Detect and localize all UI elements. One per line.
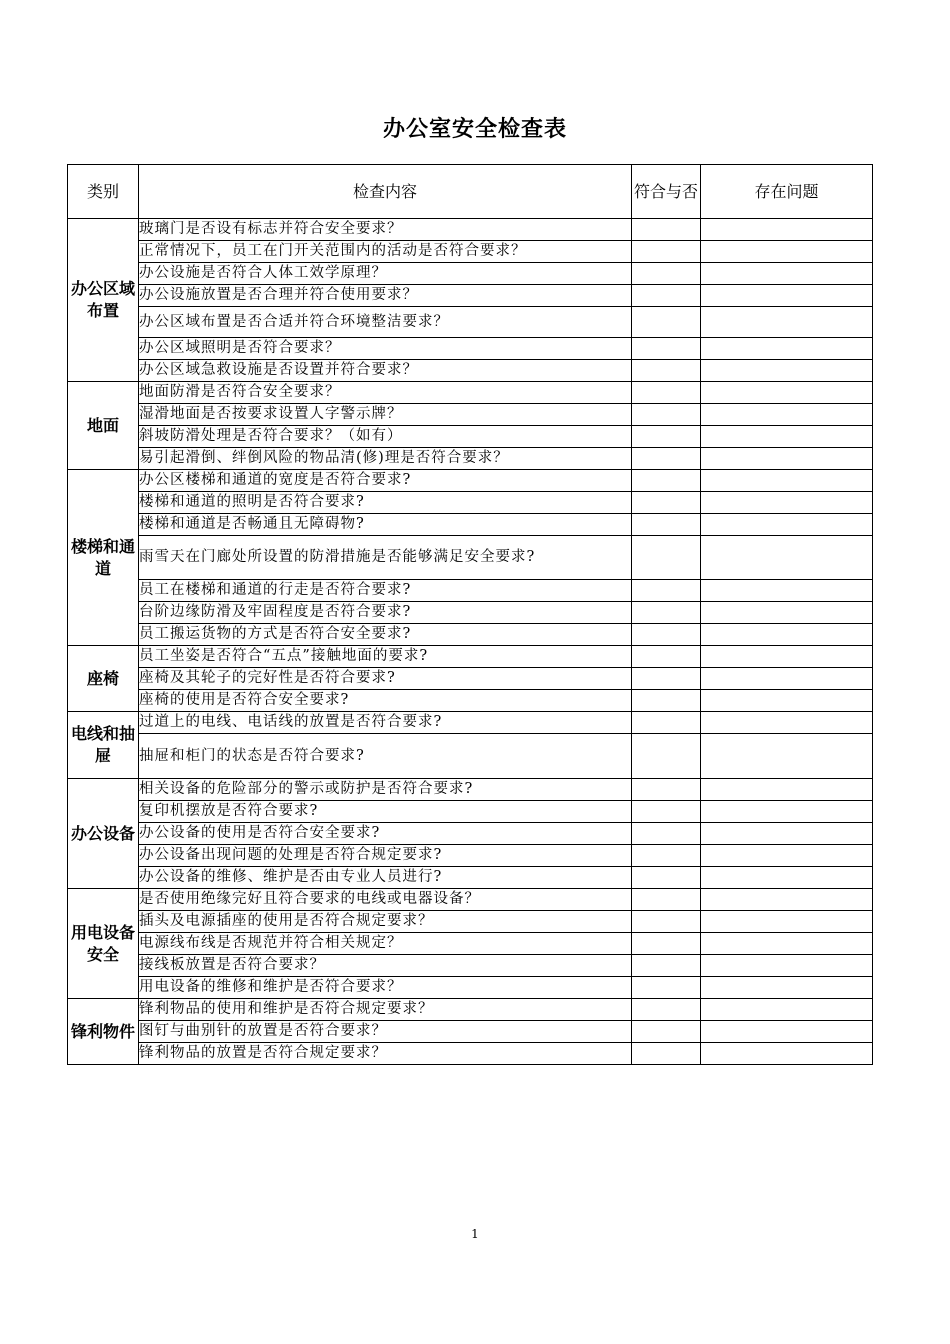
comply-cell[interactable] xyxy=(632,448,701,470)
category-cell: 地面 xyxy=(68,382,139,470)
check-item: 办公区域照明是否符合要求？ xyxy=(139,338,632,360)
issue-cell[interactable] xyxy=(701,734,873,779)
table-row xyxy=(68,602,873,624)
check-item: 办公设备的维修、维护是否由专业人员进行? xyxy=(139,867,632,889)
issue-cell[interactable] xyxy=(701,404,873,426)
issue-cell[interactable] xyxy=(701,933,873,955)
issue-cell[interactable] xyxy=(701,307,873,338)
comply-cell[interactable] xyxy=(632,360,701,382)
check-item: 锋利物品的放置是否符合规定要求？ xyxy=(139,1043,632,1065)
table-row xyxy=(68,977,873,999)
table-row xyxy=(68,823,873,845)
check-item: 相关设备的危险部分的警示或防护是否符合要求? xyxy=(139,779,632,801)
table-row xyxy=(68,285,873,307)
comply-cell[interactable] xyxy=(632,955,701,977)
issue-cell[interactable] xyxy=(701,801,873,823)
check-item: 员工搬运货物的方式是否符合安全要求? xyxy=(139,624,632,646)
issue-cell[interactable] xyxy=(701,646,873,668)
comply-cell[interactable] xyxy=(632,823,701,845)
comply-cell[interactable] xyxy=(632,779,701,801)
check-item: 电源线布线是否规范并符合相关规定？ xyxy=(139,933,632,955)
table-row xyxy=(68,712,873,734)
table-header-row xyxy=(68,165,873,219)
table-row xyxy=(68,867,873,889)
comply-cell[interactable] xyxy=(632,624,701,646)
issue-cell[interactable] xyxy=(701,911,873,933)
issue-cell[interactable] xyxy=(701,624,873,646)
comply-cell[interactable] xyxy=(632,845,701,867)
check-item: 办公区域布置是否合适并符合环境整洁要求？ xyxy=(139,307,632,338)
comply-cell[interactable] xyxy=(632,285,701,307)
comply-cell[interactable] xyxy=(632,241,701,263)
comply-cell[interactable] xyxy=(632,1021,701,1043)
comply-cell[interactable] xyxy=(632,602,701,624)
issue-cell[interactable] xyxy=(701,1043,873,1065)
issue-cell[interactable] xyxy=(701,514,873,536)
comply-cell[interactable] xyxy=(632,911,701,933)
comply-cell[interactable] xyxy=(632,867,701,889)
comply-cell[interactable] xyxy=(632,999,701,1021)
table-row xyxy=(68,360,873,382)
table-row xyxy=(68,801,873,823)
issue-cell[interactable] xyxy=(701,668,873,690)
comply-cell[interactable] xyxy=(632,580,701,602)
table-row xyxy=(68,382,873,404)
check-item: 接线板放置是否符合要求？ xyxy=(139,955,632,977)
table-row xyxy=(68,668,873,690)
issue-cell[interactable] xyxy=(701,536,873,580)
table-row xyxy=(68,933,873,955)
table-row xyxy=(68,307,873,338)
comply-cell[interactable] xyxy=(632,492,701,514)
comply-cell[interactable] xyxy=(632,263,701,285)
issue-cell[interactable] xyxy=(701,889,873,911)
comply-cell[interactable] xyxy=(632,933,701,955)
issue-cell[interactable] xyxy=(701,263,873,285)
comply-cell[interactable] xyxy=(632,219,701,241)
issue-cell[interactable] xyxy=(701,823,873,845)
comply-cell[interactable] xyxy=(632,470,701,492)
table-row xyxy=(68,338,873,360)
check-item: 办公区域急救设施是否设置并符合要求？ xyxy=(139,360,632,382)
check-item: 是否使用绝缘完好且符合要求的电线或电器设备？ xyxy=(139,889,632,911)
issue-cell[interactable] xyxy=(701,360,873,382)
category-cell: 电线和抽屉 xyxy=(68,712,139,779)
category-cell: 办公设备 xyxy=(68,779,139,889)
issue-cell[interactable] xyxy=(701,712,873,734)
header-category: 类别 xyxy=(68,165,139,219)
table-row xyxy=(68,845,873,867)
issue-cell[interactable] xyxy=(701,580,873,602)
check-item: 办公设备出现问题的处理是否符合规定要求? xyxy=(139,845,632,867)
table-row xyxy=(68,514,873,536)
category-cell: 座椅 xyxy=(68,646,139,712)
table-row xyxy=(68,999,873,1021)
issue-cell[interactable] xyxy=(701,470,873,492)
issue-cell[interactable] xyxy=(701,977,873,999)
table-row xyxy=(68,580,873,602)
check-item: 楼梯和通道是否畅通且无障碍物? xyxy=(139,514,632,536)
check-item: 雨雪天在门廊处所设置的防滑措施是否能够满足安全要求? xyxy=(139,536,632,580)
check-item: 座椅的使用是否符合安全要求? xyxy=(139,690,632,712)
page-title: 办公室安全检查表 xyxy=(382,117,567,142)
issue-cell[interactable] xyxy=(701,602,873,624)
check-item: 抽屉和柜门的状态是否符合要求? xyxy=(139,734,632,779)
header-content: 检查内容 xyxy=(139,165,632,219)
table-row xyxy=(68,263,873,285)
comply-cell[interactable] xyxy=(632,426,701,448)
category-cell: 用电设备安全 xyxy=(68,889,139,999)
check-item: 玻璃门是否设有标志并符合安全要求？ xyxy=(139,219,632,241)
table-row xyxy=(68,624,873,646)
table-row xyxy=(68,690,873,712)
header-comply: 符合与否 xyxy=(632,165,701,219)
comply-cell[interactable] xyxy=(632,668,701,690)
issue-cell[interactable] xyxy=(701,492,873,514)
issue-cell[interactable] xyxy=(701,241,873,263)
table-row xyxy=(68,1021,873,1043)
comply-cell[interactable] xyxy=(632,536,701,580)
issue-cell[interactable] xyxy=(701,779,873,801)
issue-cell[interactable] xyxy=(701,955,873,977)
check-item: 插头及电源插座的使用是否符合规定要求？ xyxy=(139,911,632,933)
table-row xyxy=(68,492,873,514)
check-item: 地面防滑是否符合安全要求？ xyxy=(139,382,632,404)
check-item: 办公设施是否符合人体工效学原理？ xyxy=(139,263,632,285)
issue-cell[interactable] xyxy=(701,285,873,307)
comply-cell[interactable] xyxy=(632,977,701,999)
header-issues: 存在问题 xyxy=(701,165,873,219)
comply-cell[interactable] xyxy=(632,734,701,779)
page-number: 1 xyxy=(471,1227,479,1241)
table-row xyxy=(68,779,873,801)
table-row xyxy=(68,536,873,580)
check-item: 座椅及其轮子的完好性是否符合要求? xyxy=(139,668,632,690)
category-cell: 楼梯和通道 xyxy=(68,470,139,646)
comply-cell[interactable] xyxy=(632,382,701,404)
check-item: 斜坡防滑处理是否符合要求？（如有） xyxy=(139,426,632,448)
comply-cell[interactable] xyxy=(632,646,701,668)
table-row xyxy=(68,470,873,492)
issue-cell[interactable] xyxy=(701,845,873,867)
issue-cell[interactable] xyxy=(701,382,873,404)
issue-cell[interactable] xyxy=(701,999,873,1021)
category-cell: 办公区域布置 xyxy=(68,219,139,382)
table-row xyxy=(68,241,873,263)
table-row xyxy=(68,955,873,977)
table-row xyxy=(68,889,873,911)
comply-cell[interactable] xyxy=(632,1043,701,1065)
check-item: 易引起滑倒、绊倒风险的物品清(修)理是否符合要求？ xyxy=(139,448,632,470)
check-item: 办公区楼梯和通道的宽度是否符合要求? xyxy=(139,470,632,492)
comply-cell[interactable] xyxy=(632,712,701,734)
issue-cell[interactable] xyxy=(701,867,873,889)
check-item: 用电设备的维修和维护是否符合要求？ xyxy=(139,977,632,999)
check-item: 办公设施放置是否合理并符合使用要求？ xyxy=(139,285,632,307)
check-item: 过道上的电线、电话线的放置是否符合要求? xyxy=(139,712,632,734)
check-item: 图钉与曲别针的放置是否符合要求？ xyxy=(139,1021,632,1043)
table-row xyxy=(68,734,873,779)
table-row xyxy=(68,911,873,933)
comply-cell[interactable] xyxy=(632,690,701,712)
check-item: 正常情况下，员工在门开关范围内的活动是否符合要求？ xyxy=(139,241,632,263)
issue-cell[interactable] xyxy=(701,1021,873,1043)
check-item: 办公设备的使用是否符合安全要求? xyxy=(139,823,632,845)
safety-checklist-table xyxy=(67,164,873,1065)
table-row xyxy=(68,426,873,448)
category-cell: 锋利物件 xyxy=(68,999,139,1065)
issue-cell[interactable] xyxy=(701,219,873,241)
table-row xyxy=(68,1043,873,1065)
comply-cell[interactable] xyxy=(632,801,701,823)
check-item: 楼梯和通道的照明是否符合要求? xyxy=(139,492,632,514)
check-item: 员工在楼梯和通道的行走是否符合要求? xyxy=(139,580,632,602)
check-item: 复印机摆放是否符合要求? xyxy=(139,801,632,823)
issue-cell[interactable] xyxy=(701,426,873,448)
comply-cell[interactable] xyxy=(632,404,701,426)
comply-cell[interactable] xyxy=(632,338,701,360)
comply-cell[interactable] xyxy=(632,889,701,911)
issue-cell[interactable] xyxy=(701,448,873,470)
table-row xyxy=(68,646,873,668)
table-row xyxy=(68,404,873,426)
issue-cell[interactable] xyxy=(701,338,873,360)
check-item: 湿滑地面是否按要求设置人字警示牌？ xyxy=(139,404,632,426)
issue-cell[interactable] xyxy=(701,690,873,712)
comply-cell[interactable] xyxy=(632,514,701,536)
table-row xyxy=(68,448,873,470)
comply-cell[interactable] xyxy=(632,307,701,338)
check-item: 台阶边缘防滑及牢固程度是否符合要求? xyxy=(139,602,632,624)
check-item: 员工坐姿是否符合“五点”接触地面的要求? xyxy=(139,646,632,668)
check-item: 锋利物品的使用和维护是否符合规定要求？ xyxy=(139,999,632,1021)
table-row xyxy=(68,219,873,241)
